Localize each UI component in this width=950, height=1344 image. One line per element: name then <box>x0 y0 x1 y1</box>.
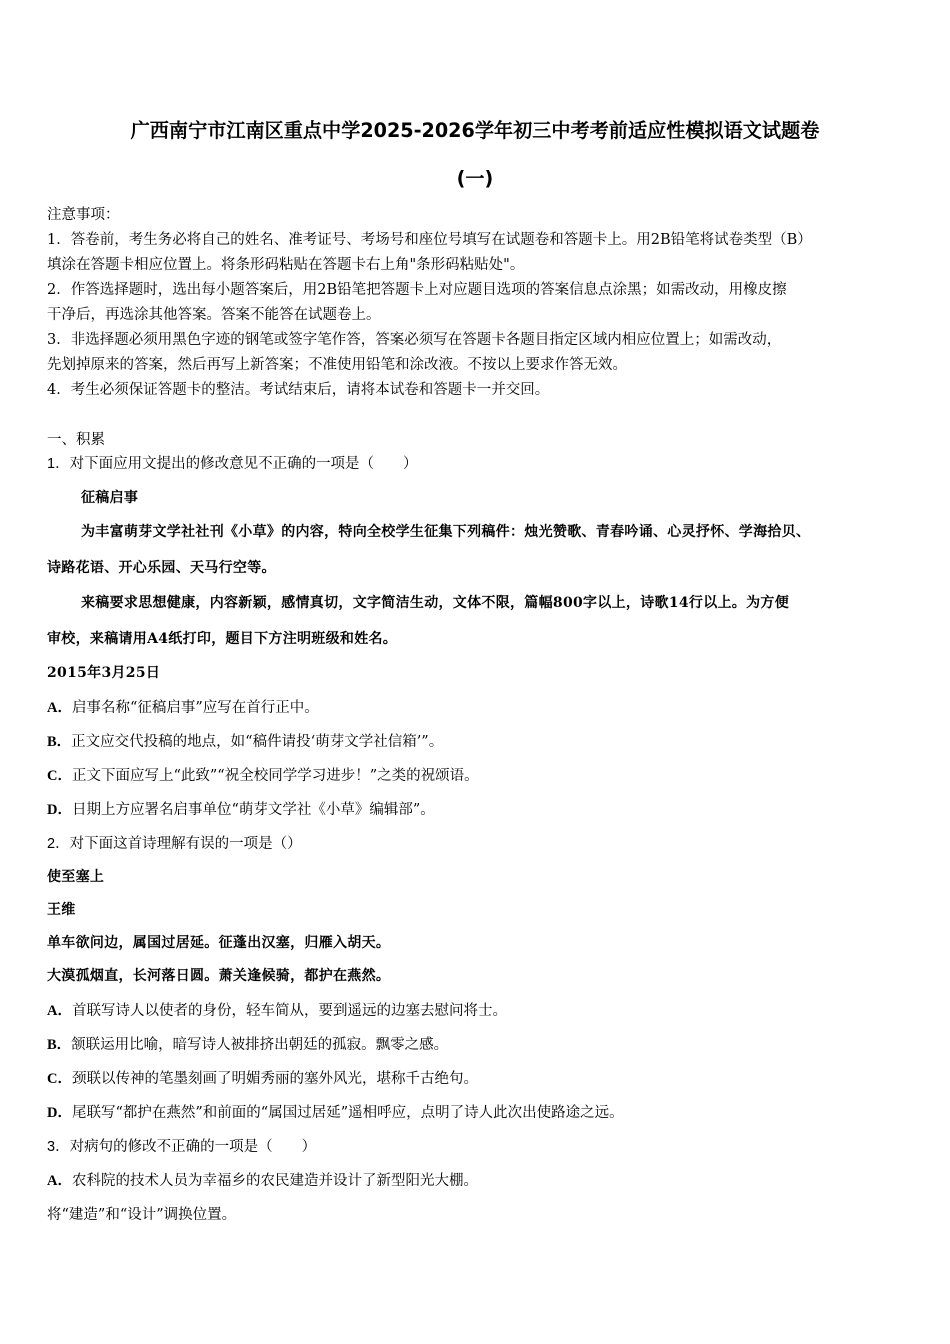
exam-title: 广西南宁市江南区重点中学2025-2026学年初三中考考前适应性模拟语文试题卷 <box>130 119 820 142</box>
notice-doc-text: 审校，来稿请用A4纸打印，题目下方注明班级和姓名。 <box>47 631 398 647</box>
q1-option-d: D．日期上方应署名启事单位“萌芽文学社《小草》编辑部”。 <box>47 802 435 818</box>
q3-option-a-fix: 将“建造”和“设计”调换位置。 <box>47 1207 237 1223</box>
question-3-stem: 3．对病句的修改不正确的一项是（ ） <box>47 1139 317 1155</box>
notice-line: 4．考生必须保证答题卡的整洁。考试结束后，请将本试卷和答题卡一并交回。 <box>47 382 550 398</box>
poem-author: 王维 <box>47 902 76 918</box>
notice-line: 先划掉原来的答案，然后再写上新答案；不准使用铅笔和涂改液。不按以上要求作答无效。 <box>47 357 627 373</box>
notice-line: 3．非选择题必须用黑色字迹的钢笔或签字笔作答，答案必须写在答题卡各题目指定区域内相应位置上；如需改动， <box>47 332 782 348</box>
notice-doc-text: 诗路花语、开心乐园、天马行空等。 <box>47 560 276 576</box>
notice-doc-text: 为丰富萌芽文学社社刊《小草》的内容，特向全校学生征集下列稿件：烛光赞歌、青春吟诵、心灵抒怀、学海拾贝、 <box>81 524 811 540</box>
poem-title: 使至塞上 <box>47 869 105 885</box>
q1-option-a: A．启事名称“征稿启事”应写在首行正中。 <box>47 700 319 716</box>
notice-doc-title: 征稿启事 <box>81 490 139 506</box>
notice-doc-text: 来稿要求思想健康，内容新颖，感情真切，文字简洁生动，文体不限，篇幅800字以上，诗歌14行以上。为方便 <box>81 595 790 611</box>
q2-option-a: A．首联写诗人以使者的身份，轻车简从，要到遥远的边塞去慰问将士。 <box>47 1003 507 1019</box>
question-1-stem: 1．对下面应用文提出的修改意见不正确的一项是（ ） <box>47 456 418 472</box>
poem-line: 单车欲问边，属国过居延。征蓬出汉塞，归雁入胡天。 <box>47 935 391 951</box>
q2-option-b: B．颔联运用比喻，暗写诗人被排挤出朝廷的孤寂。飘零之感。 <box>47 1037 449 1053</box>
q2-option-c: C．颈联以传神的笔墨刻画了明媚秀丽的塞外风光，堪称千古绝句。 <box>47 1071 478 1087</box>
notice-line: 干净后，再选涂其他答案。答案不能答在试题卷上。 <box>47 307 381 323</box>
notice-line: 1．答卷前，考生务必将自己的姓名、准考证号、考场号和座位号填写在试题卷和答题卡上。用2B铅笔将试卷类型（B） <box>47 232 812 248</box>
notice-line: 填涂在答题卡相应位置上。将条形码粘贴在答题卡右上角"条形码粘贴处"。 <box>47 257 525 273</box>
question-2-stem: 2．对下面这首诗理解有误的一项是（） <box>47 836 302 852</box>
q3-option-a: A．农科院的技术人员为幸福乡的农民建造并设计了新型阳光大棚。 <box>47 1173 478 1189</box>
notice-doc-date: 2015年3月25日 <box>47 665 161 681</box>
exam-title-volume: (一) <box>456 167 494 190</box>
q1-option-c: C．正文下面应写上“此致”“祝全校同学学习进步！”之类的祝颂语。 <box>47 768 479 784</box>
notice-heading: 注意事项： <box>47 207 120 223</box>
poem-line: 大漠孤烟直，长河落日圆。萧关逢候骑，都护在燕然。 <box>47 968 391 984</box>
q1-option-b: B．正文应交代投稿的地点，如“稿件请投‘萌芽文学社信箱’”。 <box>47 734 444 750</box>
q2-option-d: D．尾联写“都护在燕然”和前面的“属国过居延”遥相呼应，点明了诗人此次出使路途之远。 <box>47 1105 624 1121</box>
notice-line: 2．作答选择题时，选出每小题答案后，用2B铅笔把答题卡上对应题目选项的答案信息点涂黑；如需改动，用橡皮擦 <box>47 282 787 298</box>
section-heading: 一、积累 <box>47 432 105 448</box>
